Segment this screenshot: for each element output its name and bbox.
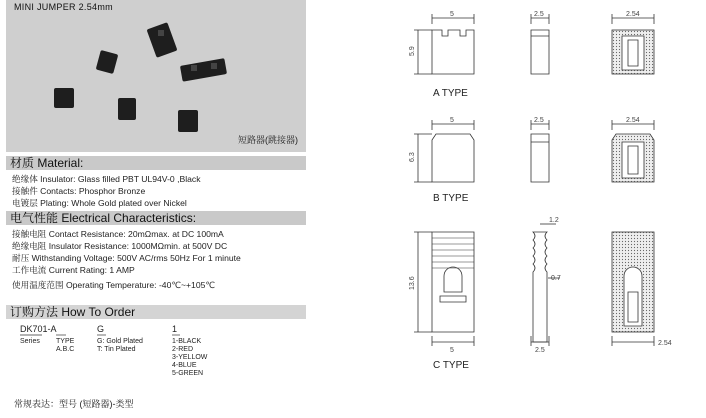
order-color-3: 3-YELLOW	[172, 354, 208, 361]
order-color-2: 2-RED	[172, 346, 194, 353]
dim-a-width: 5	[450, 11, 454, 18]
material-line-insulator: 绝缘体 Insulator: Glass filled PBT UL94V-0 ,Black	[12, 174, 201, 184]
dim-b-height: 6.3	[409, 152, 416, 162]
order-code: DK701-A	[20, 324, 57, 334]
type-c-label: C TYPE	[433, 360, 469, 371]
order-type-label: TYPE	[56, 338, 75, 345]
order-series-code: DK701	[20, 324, 48, 334]
order-color-4: 4-BLUE	[172, 362, 197, 369]
dim-a-side: 2.5	[534, 11, 544, 18]
electrical-line-contact-resistance: 接触电阻 Contact Resistance: 20mΩmax. at DC 100mA	[12, 229, 224, 239]
order-plating-gold: G: Gold Plated	[97, 338, 143, 345]
type-a-label: A TYPE	[433, 88, 468, 99]
type-c-section-view	[612, 232, 654, 346]
type-a-section-view	[612, 14, 654, 74]
dim-c-side: 2.5	[535, 347, 545, 354]
type-b-side-view	[531, 120, 549, 182]
dim-b-section: 2.54	[626, 117, 640, 124]
material-line-plating: 电镀层 Plating: Whole Gold plated over Nickel	[12, 198, 187, 208]
material-heading: 材质 Material:	[6, 156, 306, 170]
dim-b-width: 5	[450, 117, 454, 124]
order-color-code: 1	[172, 324, 178, 334]
dim-c-section: 2.54	[658, 340, 672, 347]
order-plating-tin: T: Tin Plated	[97, 346, 136, 353]
type-b-front-view	[414, 120, 474, 182]
order-color-1: 1-BLACK	[172, 338, 202, 345]
photo-title: MINI JUMPER 2.54mm	[14, 2, 113, 12]
order-plating-code: G	[97, 324, 105, 334]
dim-c-height: 13.6	[409, 276, 416, 290]
order-type-values: A.B.C	[56, 346, 75, 353]
dim-a-section: 2.54	[626, 11, 640, 18]
type-c-side-view	[531, 224, 560, 346]
electrical-line-temperature: 使用温度范围 Operating Temperature: -40℃~+105℃	[12, 280, 216, 290]
electrical-line-voltage: 耐压 Withstanding Voltage: 500V AC/rms 50Hz For 1 minute	[12, 253, 241, 263]
order-color-5: 5-GREEN	[172, 370, 204, 377]
dim-b-side: 2.5	[534, 117, 544, 124]
material-line-contacts: 接触件 Contacts: Phosphor Bronze	[12, 186, 146, 196]
order-series-label: Series	[20, 338, 40, 345]
type-a-side-view	[531, 14, 549, 74]
electrical-line-current: 工作电流 Current Rating: 1 AMP	[12, 265, 135, 275]
type-a-front-view	[414, 14, 474, 74]
dim-c-width: 5	[450, 347, 454, 354]
dim-a-height: 5.9	[409, 46, 416, 56]
order-type-code: A	[50, 324, 57, 334]
order-heading: 订购方法 How To Order	[6, 305, 306, 319]
type-b-section-view	[612, 120, 654, 182]
dim-c-pin: 0.7	[551, 275, 561, 282]
electrical-heading: 电气性能 Electrical Characteristics:	[6, 211, 306, 225]
order-example: 常规表达：型号 (短路器)-类型	[14, 399, 134, 409]
dim-c-top: 1.2	[549, 217, 559, 224]
type-b-label: B TYPE	[433, 193, 469, 204]
photo-caption: 短路器(跳接器)	[238, 135, 298, 145]
type-c-front-view	[414, 232, 474, 346]
electrical-line-insulator-resistance: 绝缘电阻 Insulator Resistance: 1000MΩmin. at 500V DC	[12, 241, 228, 251]
